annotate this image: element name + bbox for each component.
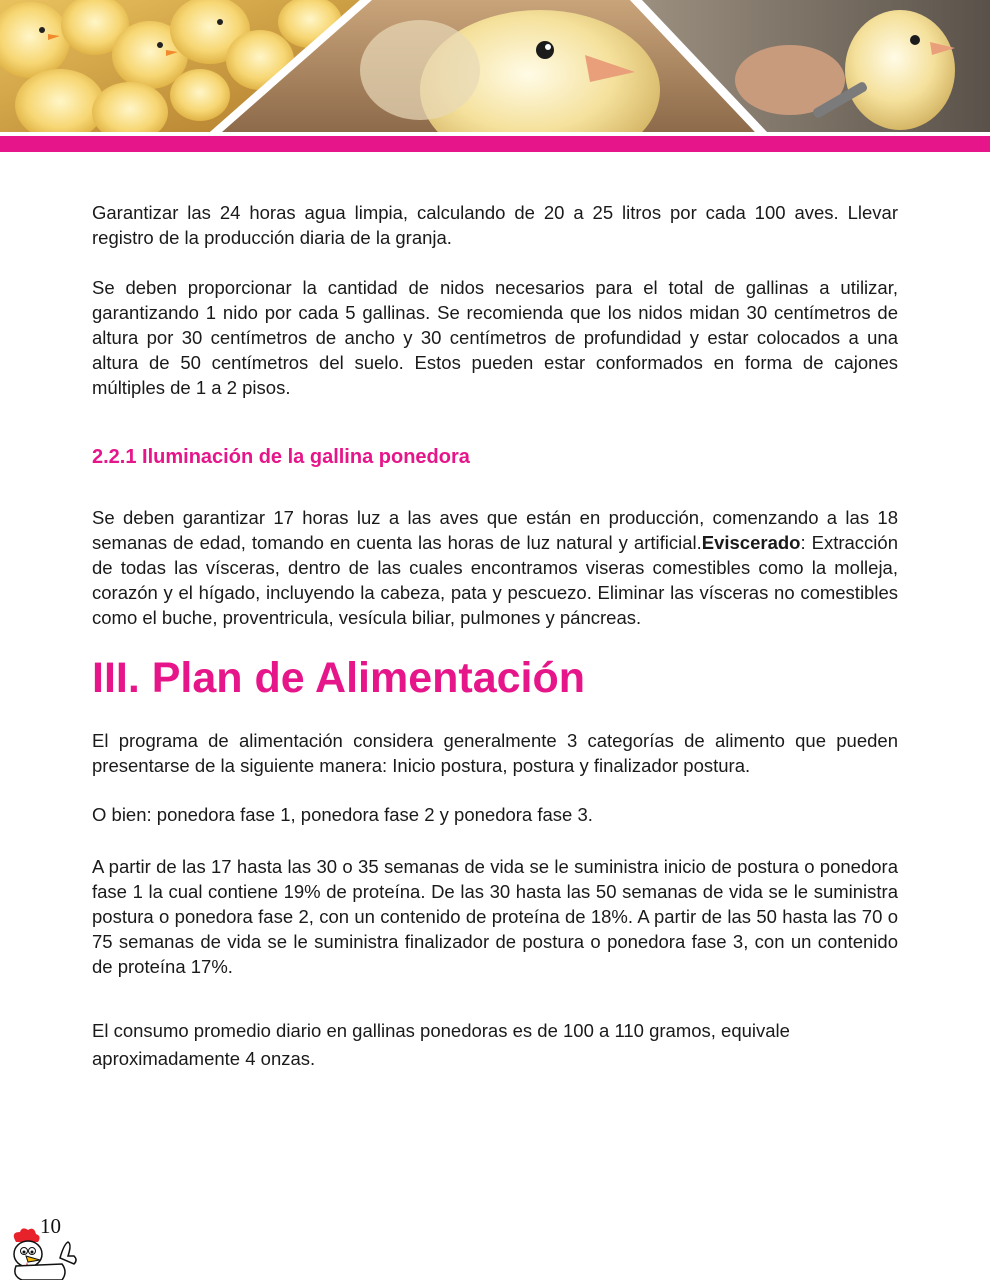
- eviscerado-term: Eviscerado: [701, 532, 801, 553]
- paragraph-consumption: El consumo promedio diario en gallinas ponedoras es de 100 a 110 gramos, equivale aproximadamente 4 onzas.: [92, 1020, 790, 1069]
- paragraph-program: El programa de alimentación considera generalmente 3 categorías de alimento que pueden presentarse de la siguiente manera: Inicio postura, postura y finalizador postura.: [92, 730, 898, 776]
- lighting-text: Se deben garantizar 17 horas luz a las aves que están en producción, comenzando a las 18 semanas de edad, tomando en cuenta las horas de luz natural y artificial.: [92, 507, 898, 553]
- section-title: III. Plan de Alimentación: [92, 654, 586, 702]
- paragraph-phases: O bien: ponedora fase 1, ponedora fase 2 y ponedora fase 3.: [92, 804, 593, 825]
- paragraph-water: Garantizar las 24 horas agua limpia, calculando de 20 a 25 litros por cada 100 aves. Llevar registro de la producción diaria de la granja.: [92, 202, 898, 248]
- eviscerado-text: : Extracción de todas las vísceras, dentro de las cuales encontramos viseras comestibles como la molleja, corazón y el hígado, incluyendo la cabeza, pata y pescuezo. Eliminar las vísceras no comestibles como el buche, proventricula, vesícula biliar, pulmones y páncreas.: [92, 532, 898, 628]
- page-content: [92, 200, 898, 1073]
- paragraph-schedule: A partir de las 17 hasta las 30 o 35 semanas de vida se le suministra inicio de postura o ponedora fase 1 la cual contiene 19% de proteína. De las 30 hasta las 50 semanas de vida se le suministra postura o ponedora fase 2, con un contenido de proteína de 18%. A partir de las 50 hasta las 70 o 75 semanas de vida se le suministra finalizador de postura o ponedora fase 3, con un contenido de proteína 17%.: [92, 856, 898, 977]
- page-number: 10: [40, 1214, 61, 1238]
- header-banner: [0, 0, 990, 152]
- paragraph-lighting: [92, 505, 898, 630]
- subheading-lighting: 2.2.1 Iluminación de la gallina ponedora: [92, 446, 470, 468]
- rooster-mascot-icon: [2, 1228, 82, 1285]
- chicks-photo-banner: [0, 0, 990, 152]
- paragraph-nests: Se deben proporcionar la cantidad de nidos necesarios para el total de gallinas a utilizar, garantizando 1 nido por cada 5 gallinas. Se recomienda que los nidos midan 30 centímetros de altura por 30 centímetros de ancho y 30 centímetros de profundidad y estar colocados a una altura de 50 centímetros del suelo. Estos pueden estar conformados en forma de cajones múltiples de 1 a 2 pisos.: [92, 277, 898, 398]
